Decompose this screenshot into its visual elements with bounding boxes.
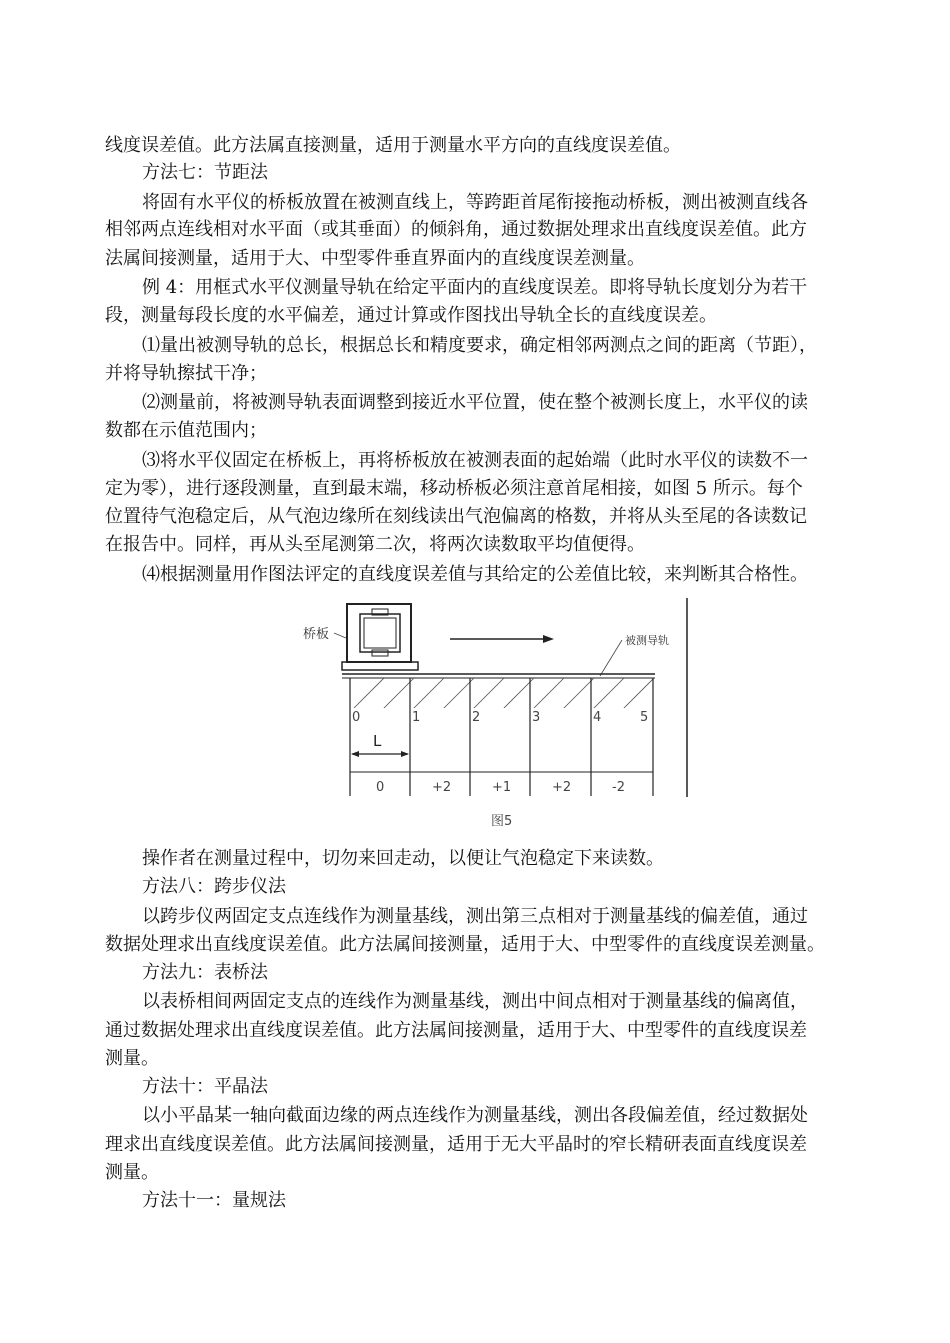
- text-line: 测量。: [105, 1048, 159, 1069]
- text-line: 定为零），进行逐段测量，直到最末端，移动桥板必须注意首尾相接，如图 5 所示。每个: [105, 478, 803, 499]
- text-line: 在报告中。同样，再从头至尾测第二次，将两次读数取平均值便得。: [105, 534, 645, 555]
- section-heading-method11: 方法十一：量规法: [142, 1190, 286, 1211]
- text-line: 并将导轨擦拭干净；: [105, 363, 267, 384]
- text-line: 线度误差值。此方法属直接测量，适用于测量水平方向的直线度误差值。: [105, 135, 681, 156]
- label-bridge: 桥板: [303, 627, 330, 642]
- section-heading-method9: 方法九：表桥法: [142, 962, 268, 983]
- label-rail: 被测导轨: [625, 634, 669, 647]
- reading-value: +2: [432, 780, 452, 795]
- point-label: 5: [640, 710, 649, 725]
- text-line: 以小平晶某一轴向截面边缘的两点连线作为测量基线，测出各段偏差值，经过数据处: [142, 1105, 808, 1126]
- text-line: ⑵测量前，将被测导轨表面调整到接近水平位置，使在整个被测长度上，水平仪的读: [142, 392, 808, 413]
- text-line: 理求出直线度误差值。此方法属间接测量，适用于无大平晶时的窄长精研表面直线度误差: [105, 1134, 807, 1155]
- text-line: 以跨步仪两固定支点连线作为测量基线，测出第三点相对于测量基线的偏差值，通过: [142, 906, 808, 927]
- text-line: 位置待气泡稳定后，从气泡边缘所在刻线读出气泡偏离的格数，并将从头至尾的各读数记: [105, 506, 807, 527]
- text-line: ⑷根据测量用作图法评定的直线度误差值与其给定的公差值比较，来判断其合格性。: [142, 564, 808, 585]
- text-line: 通过数据处理求出直线度误差值。此方法属间接测量，适用于大、中型零件的直线度误差: [105, 1020, 807, 1041]
- text-line: 测量。: [105, 1162, 159, 1183]
- section-heading-method7: 方法七：节距法: [142, 162, 268, 183]
- reading-value: +1: [492, 780, 512, 795]
- text-line: 法属间接测量，适用于大、中型零件垂直界面内的直线度误差测量。: [105, 248, 645, 269]
- text-line: 将固有水平仪的桥板放置在被测直线上，等跨距首尾衔接拖动桥板，测出被测直线各: [142, 192, 808, 213]
- section-heading-method10: 方法十：平晶法: [142, 1076, 268, 1097]
- section-heading-method8: 方法八：跨步仪法: [142, 876, 286, 897]
- text-line: 操作者在测量过程中，切勿来回走动，以便让气泡稳定下来读数。: [142, 848, 664, 869]
- reading-value: 0: [376, 780, 385, 795]
- point-label: 2: [472, 710, 481, 725]
- point-label: 1: [412, 710, 421, 725]
- text-line: 段，测量每段长度的水平偏差，通过计算或作图找出导轨全长的直线度误差。: [105, 305, 717, 326]
- text-line: 数据处理求出直线度误差值。此方法属间接测量，适用于大、中型零件的直线度误差测量。: [105, 934, 825, 955]
- text-line: 数都在示值范围内；: [105, 420, 267, 441]
- reading-value: +2: [552, 780, 572, 795]
- figure-caption: 图5: [491, 814, 513, 829]
- text-line: ⑴量出被测导轨的总长，根据总长和精度要求，确定相邻两测点之间的距离（节距），: [142, 335, 817, 356]
- rail-diagram: [300, 592, 700, 832]
- point-label: 0: [352, 710, 361, 725]
- text-line: 以表桥相间两固定支点的连线作为测量基线，测出中间点相对于测量基线的偏离值，: [142, 991, 808, 1012]
- text-line: 相邻两点连线相对水平面（或其垂面）的倾斜角，通过数据处理求出直线度误差值。此方: [105, 219, 807, 240]
- figure-5: [300, 592, 700, 832]
- point-label: 4: [593, 710, 602, 725]
- point-label: 3: [532, 710, 541, 725]
- segment-length-label: L: [373, 732, 382, 750]
- text-line: ⑶将水平仪固定在桥板上，再将桥板放在被测表面的起始端（此时水平仪的读数不一: [142, 450, 808, 471]
- text-line: 例 4：用框式水平仪测量导轨在给定平面内的直线度误差。即将导轨长度划分为若干: [142, 277, 808, 298]
- reading-value: -2: [612, 780, 625, 795]
